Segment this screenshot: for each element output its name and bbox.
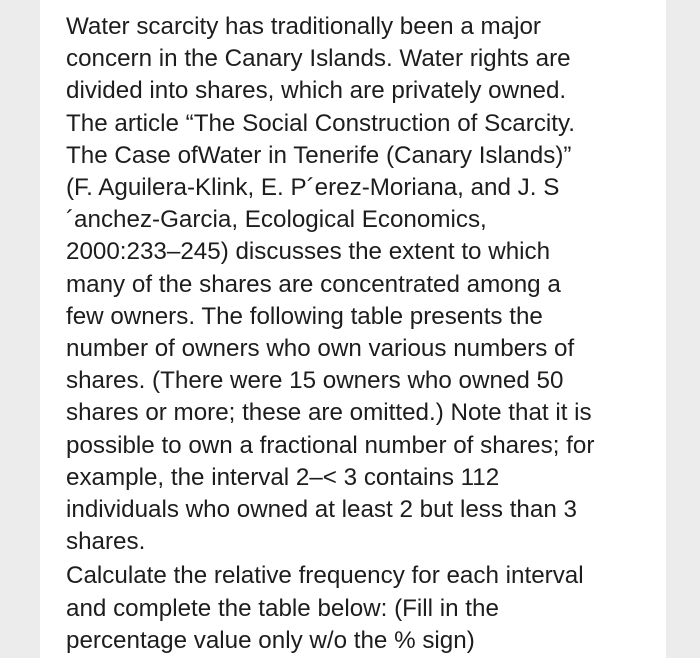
text-line: divided into shares, which are privately owned. [66,77,567,105]
text-line: (F. Aguilera-Klink, E. P´erez-Moriana, and J. S [66,174,560,202]
text-line: many of the shares are concentrated among a [66,270,561,298]
text-line: Calculate the relative frequency for each interval [66,562,584,590]
question-paragraph-instruction [66,560,644,657]
text-line: Water scarcity has traditionally been a major [66,13,541,40]
text-line: The article “The Social Construction of Scarcity. [66,109,576,137]
text-line: shares. (There were 15 owners who owned 50 [66,367,564,395]
text-line: 2000:233–245) discusses the extent to which [66,238,551,266]
question-paragraph-context [66,11,644,558]
text-line: concern in the Canary Islands. Water rights are [66,45,571,73]
question-card [40,0,666,658]
text-line: possible to own a fractional number of shares; for [66,431,595,459]
text-line: percentage value only w/o the % sign) [66,626,475,654]
text-line: individuals who owned at least 2 but less than 3 [66,496,577,524]
text-line: few owners. The following table presents the [66,302,543,330]
text-line: example, the interval 2–< 3 contains 112 [66,463,500,491]
text-line: shares or more; these are omitted.) Note that it is [66,399,592,427]
text-line: and complete the table below: (Fill in the [66,594,499,622]
text-line: ´anchez-Garcia, Ecological Economics, [66,206,487,234]
text-line: number of owners who own various numbers of [66,335,575,363]
text-line: The Case ofWater in Tenerife (Canary Islands)” [66,141,572,169]
text-line: shares. [66,528,146,556]
